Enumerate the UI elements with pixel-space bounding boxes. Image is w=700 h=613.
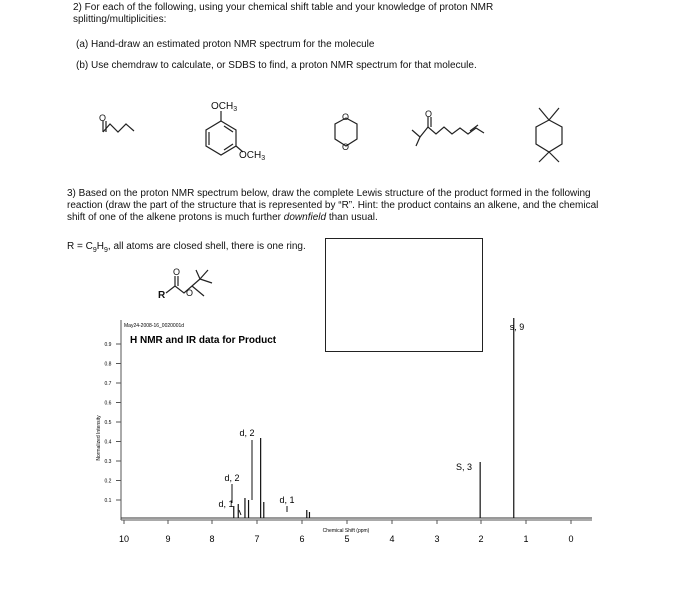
butanal-o-label: O	[99, 113, 107, 123]
dioxane-o-bottom: O	[342, 142, 350, 152]
q2-part-a: (a) Hand-draw an estimated proton NMR spectrum for the molecule	[76, 39, 375, 50]
y-tick-label: 0.3	[104, 459, 112, 465]
peak-annotation: d, 1	[218, 499, 234, 509]
y-tick-label: 0.1	[104, 498, 112, 504]
peak-annotation: s, 9	[509, 322, 525, 332]
x-tick-label: 9	[165, 534, 171, 544]
q3-line2: reaction (draw the part of the structure that is represented by “R”. Hint: the product contains an alkene, and the chemical	[67, 200, 599, 211]
x-tick-label: 8	[209, 534, 215, 544]
x-tick-label: 4	[389, 534, 395, 544]
y-tick-label: 0.2	[104, 478, 112, 485]
molecule-tetramethylcyclohexane	[536, 108, 562, 162]
x-tick-label: 3	[434, 534, 440, 544]
peak-annotation: S, 3	[455, 462, 473, 472]
ester-r-label: R	[158, 290, 166, 301]
molecule-butanal	[103, 121, 134, 132]
x-tick-label: 10	[118, 534, 130, 544]
molecule-enone	[412, 117, 484, 146]
och3-top-label: $OCH_3$	[211, 101, 238, 113]
enone-o-label: O	[425, 109, 433, 119]
y-axis-label: Normalized Intensity	[96, 415, 102, 461]
y-tick-label: 0.9	[104, 342, 112, 348]
x-axis-label: Chemical Shift (ppm)	[322, 528, 370, 534]
ester-carbonyl-o: O	[173, 267, 181, 277]
q2-part-b: (b) Use chemdraw to calculate, or SDBS to find, a proton NMR spectrum for that molecule.	[76, 60, 477, 71]
q3-line1: 3) Based on the proton NMR spectrum below, draw the complete Lewis structure of the product formed in the following	[67, 188, 591, 199]
annotation-arrow	[239, 510, 241, 515]
peak-annotation: d, 2	[239, 428, 255, 438]
nmr-spectrum	[96, 318, 592, 544]
x-tick-label: 5	[344, 534, 350, 544]
peak-annotation: d, 1	[279, 495, 295, 505]
x-tick-label: 7	[254, 534, 260, 544]
dioxane-o-top: O	[342, 112, 350, 122]
y-tick-label: 0.6	[104, 400, 112, 407]
ester-ether-o: O	[186, 288, 194, 298]
x-tick-label: 1	[523, 534, 529, 544]
x-tick-label: 0	[568, 534, 574, 544]
x-tick-label: 2	[478, 534, 484, 544]
y-tick-label: 0.4	[104, 439, 112, 446]
y-tick-label: 0.7	[104, 381, 112, 387]
q2-title-line2: splitting/multiplicities:	[73, 14, 167, 25]
y-tick-label: 0.5	[104, 420, 112, 426]
molecule-dimethoxybenzene	[206, 111, 243, 155]
x-tick-label: 6	[299, 534, 305, 544]
spectrum-header: May24-2008-16_0020001d	[124, 323, 185, 329]
spectrum-title: H NMR and IR data for Product	[130, 335, 277, 346]
q2-title-line1: 2) For each of the following, using your chemical shift table and your knowledge of proton NMR	[73, 2, 494, 13]
r-definition: $R = C_9H_9$, all atoms are closed shell, there is one ring.	[67, 241, 306, 254]
peak-annotation: d, 2	[224, 473, 240, 483]
q3-line3: shift of one of the alkene protons is much further downfield than usual.	[67, 212, 378, 223]
y-tick-label: 0.8	[104, 361, 112, 368]
och3-bottom-label: $OCH_3$	[239, 150, 266, 162]
